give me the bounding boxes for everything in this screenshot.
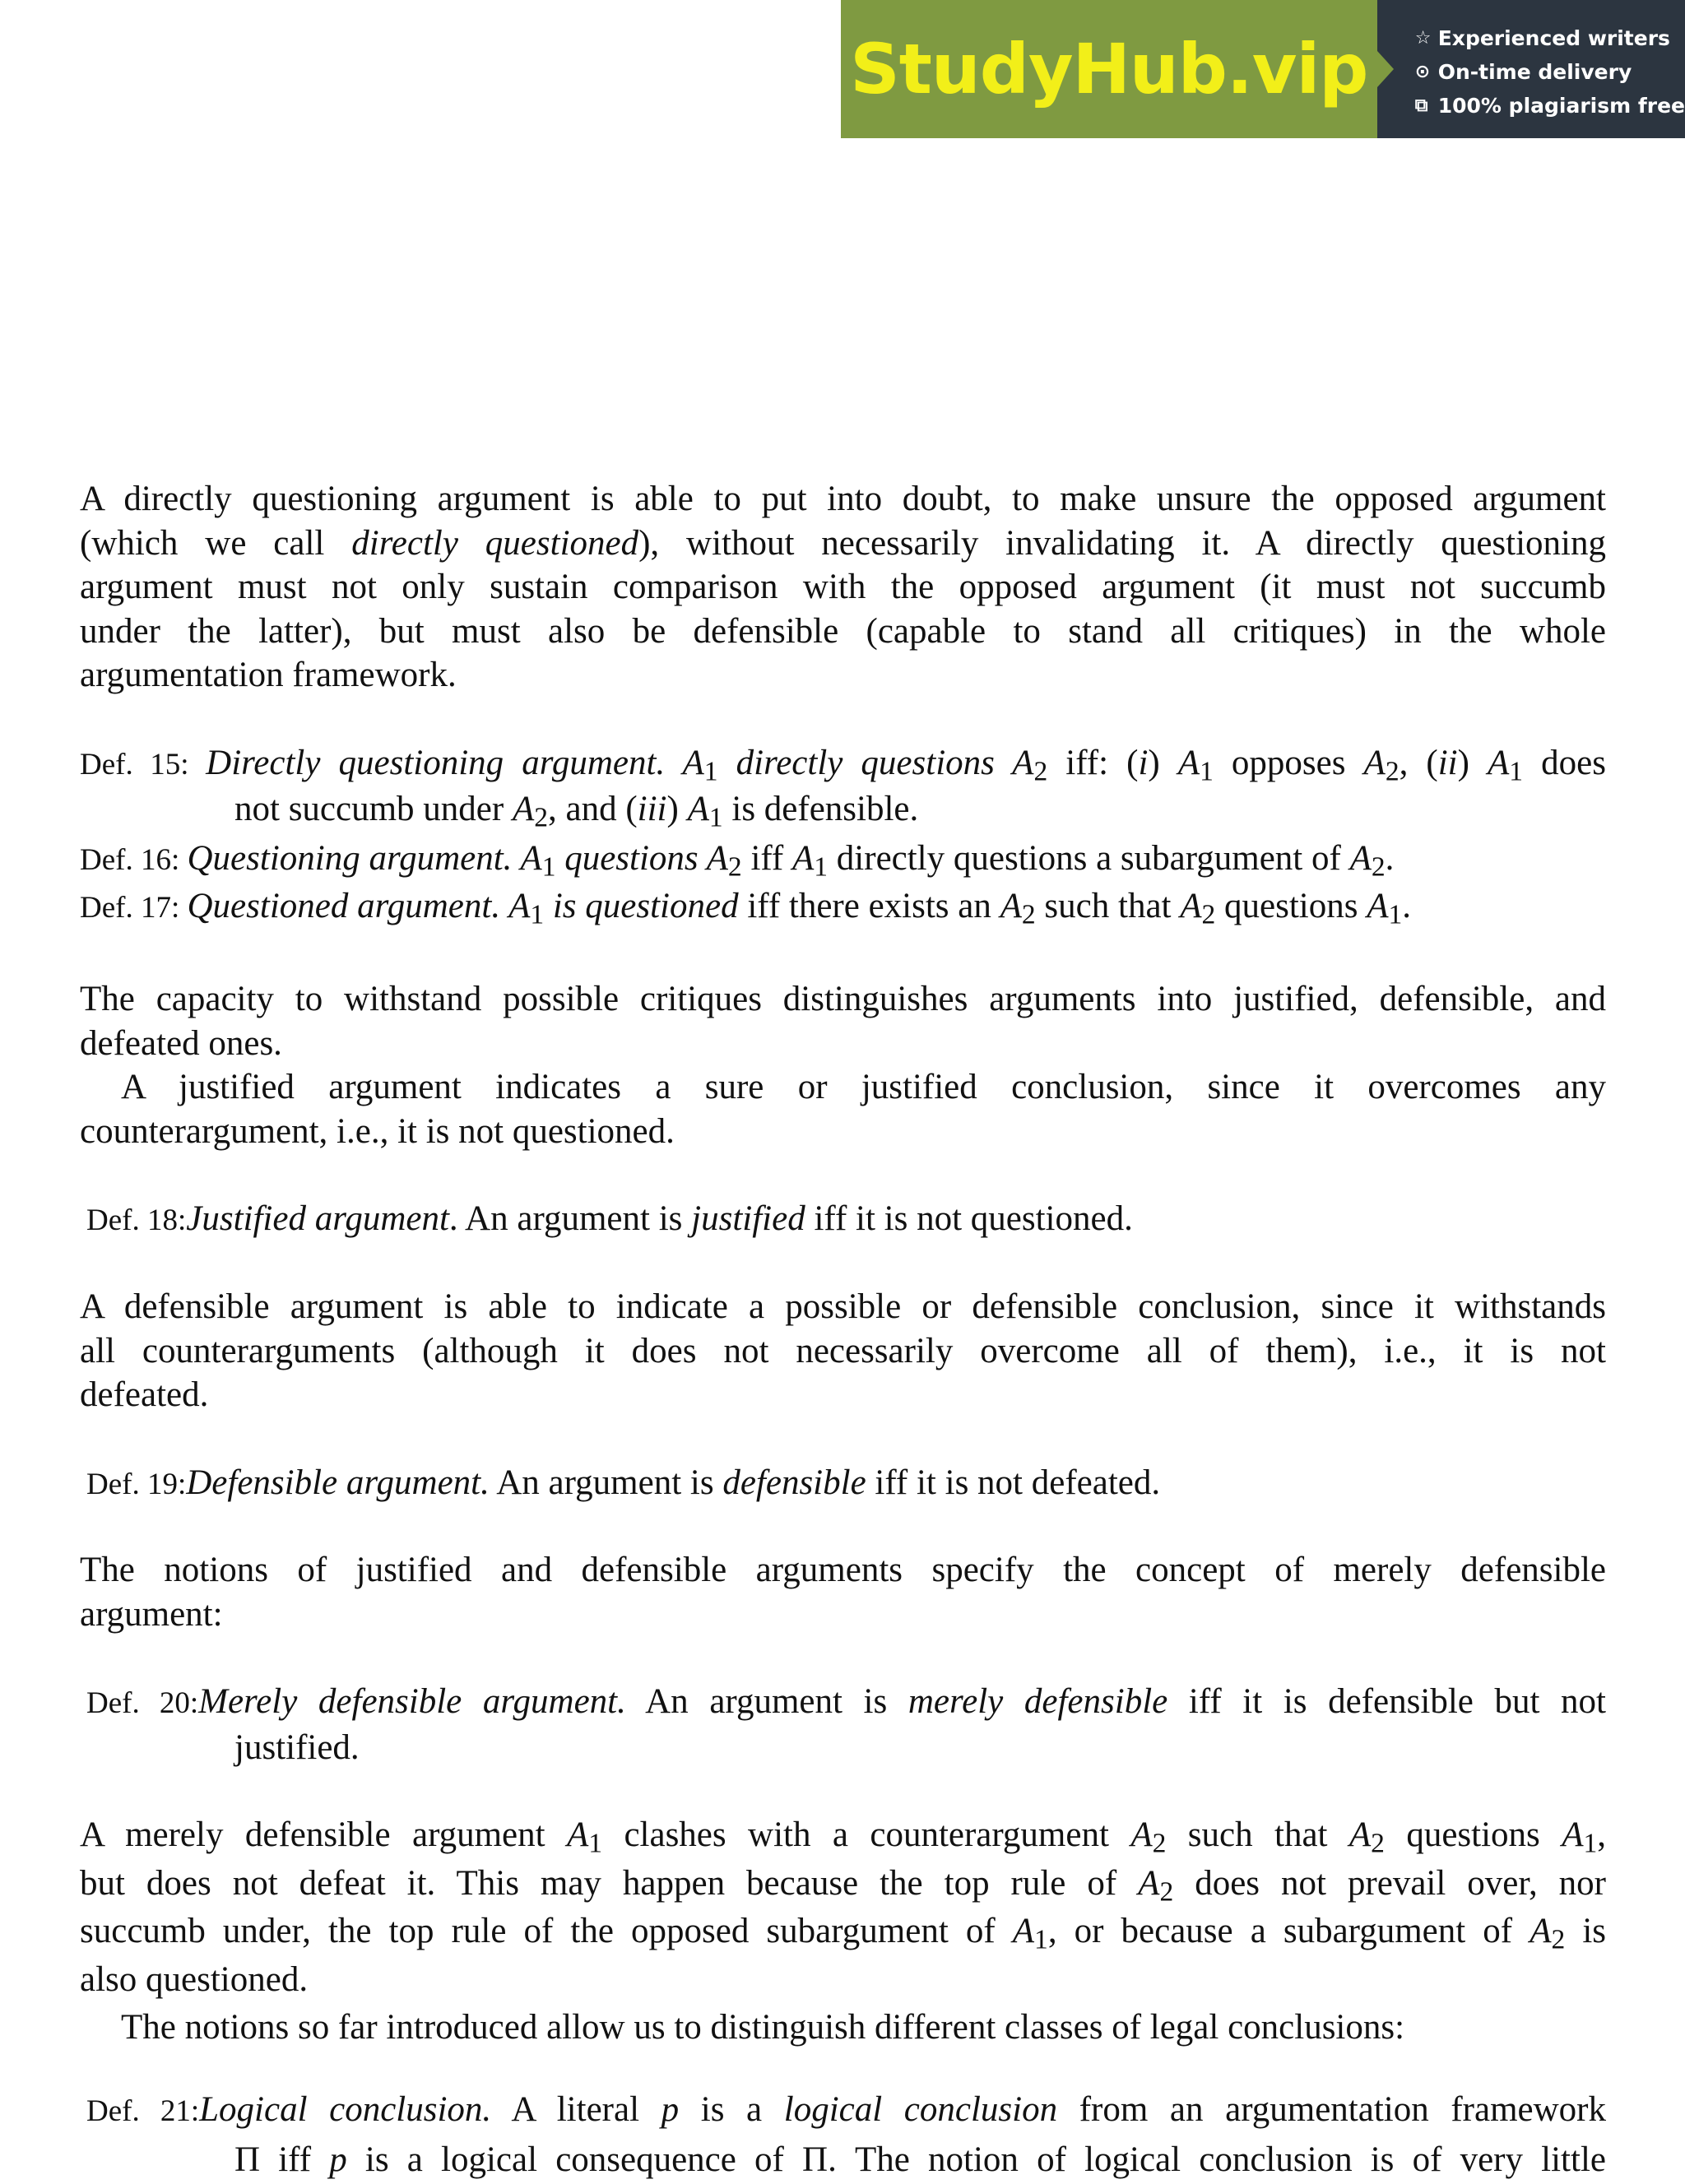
definition-21: Def. 21:Logical conclusion. A literal p is a logical conclusion from an argumentation framework Π iff p is a logical consequence of Π. The notion of logical conclusion is of very little bbox=[86, 2090, 1606, 2179]
feature-item bbox=[1415, 21, 1685, 55]
definition-label: Def. 19: bbox=[86, 1468, 187, 1501]
definition-18: Def. 18:Justified argument. An argument is justified iff it is not questioned. bbox=[86, 1199, 1133, 1238]
copy-icon: ⧉ bbox=[1414, 95, 1428, 116]
text-line: argumentation framework. bbox=[80, 656, 457, 694]
text-line: A defensible argument is able to indicate a possible or defensible conclusion, since it withstands bbox=[80, 1287, 1606, 1326]
text-line: The notions so far introduced allow us to distinguish different classes of legal conclusions: bbox=[121, 2008, 1405, 2047]
definition-label: Def. 15: bbox=[80, 748, 207, 781]
feature-item bbox=[1415, 55, 1685, 89]
text-line: The notions of justified and defensible arguments specify the concept of merely defensible bbox=[80, 1551, 1606, 1589]
paragraph-capacity bbox=[80, 977, 1606, 1153]
feature-label: 100% plagiarism free bbox=[1437, 94, 1685, 118]
text-line: defeated ones. bbox=[80, 1023, 282, 1063]
definition-16: Def. 16: Questioning argument. $A_1$ questions $A_2$ iff $A_1$ directly questions a subargument of $A_2$. bbox=[80, 839, 1395, 883]
definition-label: Def. 21: bbox=[86, 2094, 200, 2128]
text-line: A merely defensible argument $A_1$ clashes with a counterargument $A_2$ such that $A_2$ questions $A_1$, bbox=[80, 1815, 1606, 1859]
definition-15: Def. 15: Directly questioning argument. $A_1$ directly questions $A_2$ iff: (i) $A_1$ opposes $A_2$, (ii) $A_1$ does not succumb under $A_2$, and (iii) $A_1$ is defensible. bbox=[80, 744, 1606, 832]
definition-19: Def. 19:Defensible argument. An argument is defensible iff it is not defeated. bbox=[86, 1463, 1161, 1502]
paragraph-notions bbox=[80, 1548, 1606, 1636]
text-line: argument: bbox=[80, 1594, 223, 1634]
star-icon: ☆ bbox=[1414, 28, 1432, 49]
definition-17: Def. 17: Questioned argument. $A_1$ is questioned iff there exists an $A_2$ such that $A_2$ questions $A_1$. bbox=[80, 887, 1412, 930]
text-line: succumb under, the top rule of the opposed subargument of $A_1$, or because a subargument of $A_2$ is bbox=[80, 1912, 1607, 1955]
text-line: but does not defeat it. This may happen because the top rule of $A_2$ does not prevail over, nor bbox=[80, 1863, 1606, 1907]
clock-icon: ⊙ bbox=[1414, 62, 1431, 82]
feature-label: On-time delivery bbox=[1437, 60, 1632, 84]
feature-item bbox=[1415, 89, 1685, 123]
text-line: A directly questioning argument is able to put into doubt, to make unsure the opposed argument bbox=[80, 480, 1606, 518]
text-line: defeated. bbox=[80, 1375, 209, 1414]
text-line: counterargument, i.e., it is not questioned. bbox=[80, 1111, 675, 1151]
definition-label: Def. 17: bbox=[80, 891, 188, 925]
text-line: The capacity to withstand possible critiques distinguishes arguments into justified, defensible, and bbox=[80, 980, 1606, 1018]
text-line: also questioned. bbox=[80, 1959, 309, 1999]
feature-label: Experienced writers bbox=[1437, 26, 1670, 50]
paragraph-directly-questioning bbox=[80, 477, 1606, 698]
definition-label: Def. 16: bbox=[80, 843, 188, 877]
definition-label: Def. 18: bbox=[86, 1203, 187, 1237]
text-line: under the latter), but must also be defensible (capable to stand all critiques) in the whole bbox=[80, 611, 1606, 651]
studyhub-banner bbox=[841, 0, 1685, 138]
text-line: all counterarguments (although it does not necessarily overcome all of them), i.e., it is not bbox=[80, 1331, 1606, 1370]
paragraph-defensible bbox=[80, 1285, 1606, 1417]
brand-logo: StudyHub.vip bbox=[841, 0, 1377, 138]
text-line: A justified argument indicates a sure or justified conclusion, since it overcomes any bbox=[121, 1068, 1606, 1106]
definition-label: Def. 20: bbox=[86, 1686, 199, 1720]
feature-list bbox=[1377, 0, 1685, 138]
definition-20: Def. 20:Merely defensible argument. An argument is merely defensible iff it is defensible but not justified. bbox=[86, 1682, 1607, 1767]
text-line: (which we call directly questioned), without necessarily invalidating it. A directly questioning bbox=[80, 523, 1606, 563]
paragraph-merely-defensible bbox=[80, 1811, 1606, 2052]
text-line: argument must not only sustain comparison with the opposed argument (it must not succumb bbox=[80, 568, 1606, 606]
